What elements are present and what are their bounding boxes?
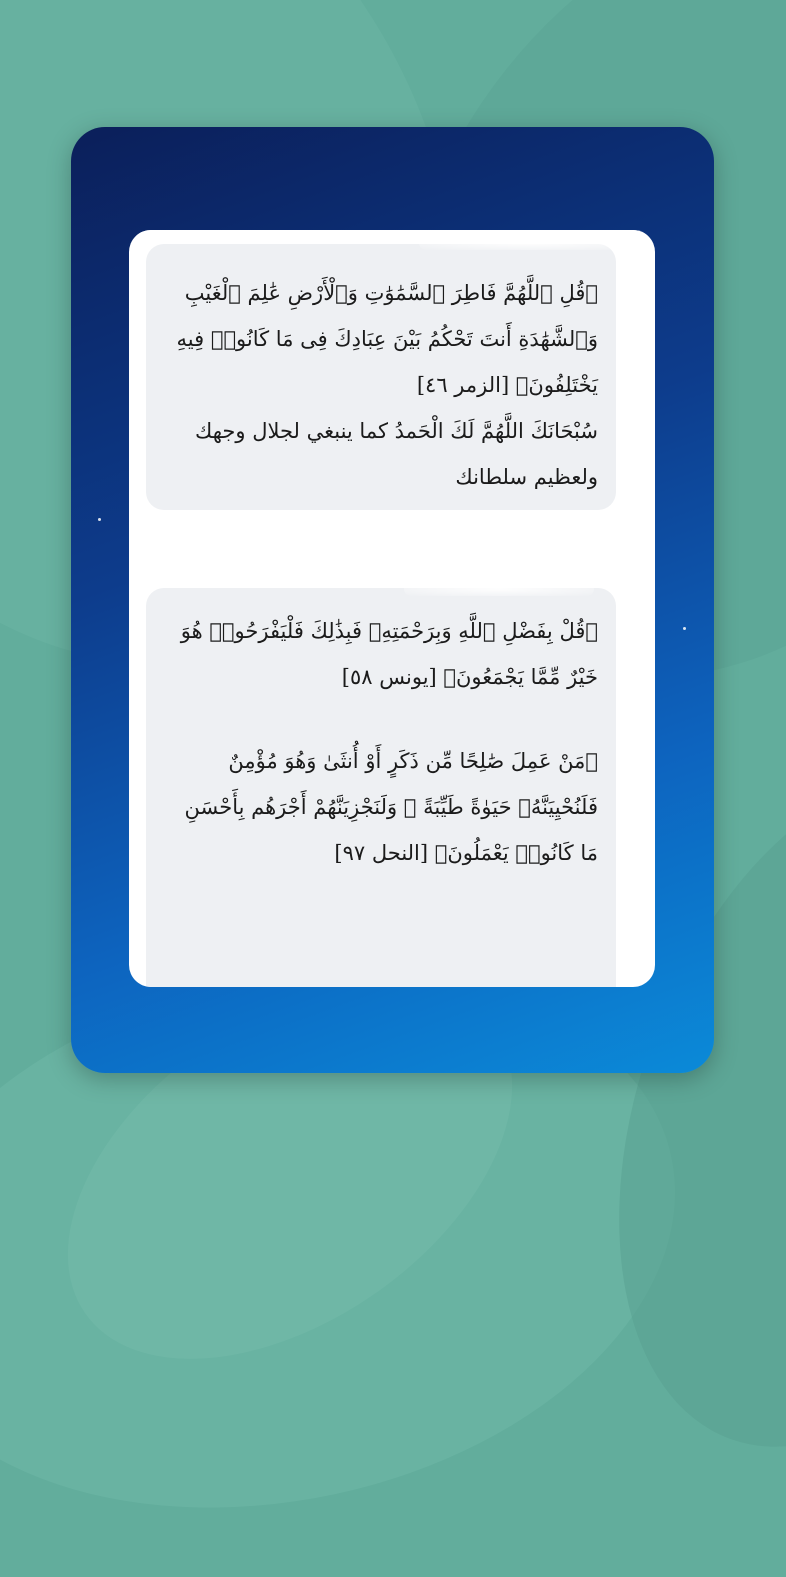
blue-frame [71, 127, 714, 1073]
redaction-smudge [404, 582, 594, 596]
message-bubble[interactable] [146, 588, 616, 987]
message-bubble[interactable] [146, 244, 616, 510]
message-paragraph: ﴿قُلِ ٱللَّهُمَّ فَاطِرَ ٱلسَّمَٰوَٰتِ وَٱلْأَرْضِ عَٰلِمَ ٱلْغَيْبِ وَٱلشَّهَٰدَةِ أَنتَ تَحْكُمُ بَيْنَ عِبَادِكَ فِى مَا كَانُوا۟ فِيهِ يَخْتَلِفُونَ﴾ [الزمر ٤٦] [176, 281, 598, 397]
star-dot [683, 627, 686, 630]
star-dot [98, 518, 101, 521]
redaction-smudge [419, 236, 639, 250]
message-paragraph: سُبْحَانَكَ اللَّهُمَّ لَكَ الْحَمدُ كما ينبغي لجلال وجهك ولعظيم سلطانك [195, 419, 598, 489]
message-paragraph: ﴿قُلْ بِفَضْلِ ٱللَّهِ وَبِرَحْمَتِهِۦ فَبِذَٰلِكَ فَلْيَفْرَحُوا۟ هُوَ خَيْرٌ مِّمَّا يَجْمَعُونَ﴾ [يونس ٥٨] [180, 619, 598, 689]
message-paragraph: ﴿مَنْ عَمِلَ صَٰلِحًا مِّن ذَكَرٍ أَوْ أُنثَىٰ وَهُوَ مُؤْمِنٌ فَلَنُحْيِيَنَّهُۥ حَيَوٰةً طَيِّبَةً ۖ وَلَنَجْزِيَنَّهُمْ أَجْرَهُم بِأَحْسَنِ مَا كَانُوا۟ يَعْمَلُونَ﴾ [النحل ٩٧] [184, 749, 598, 865]
paragraph-spacer [166, 700, 598, 738]
screenshot-card [129, 230, 655, 987]
